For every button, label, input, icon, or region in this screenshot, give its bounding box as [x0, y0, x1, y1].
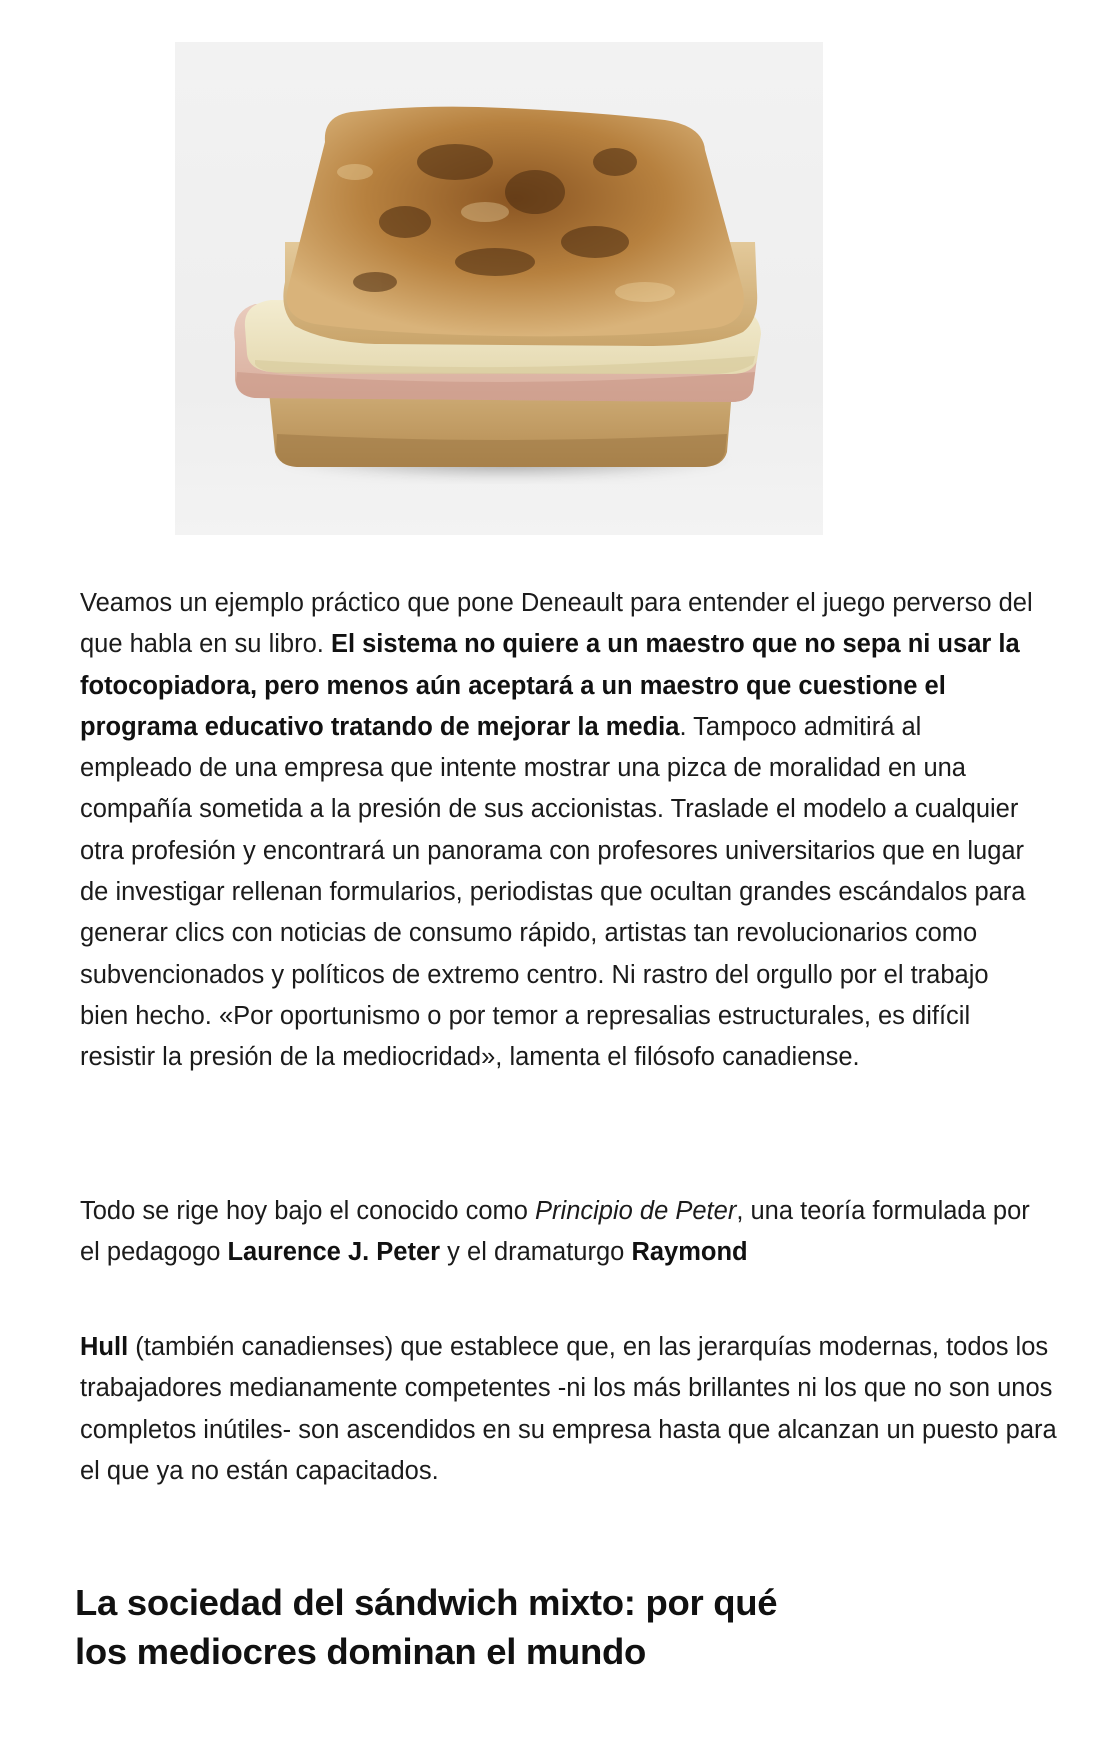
- paragraph-text: , una teoría formulada por el pedagogo: [80, 1197, 1030, 1267]
- paragraph-deneault-example: [80, 583, 1040, 1079]
- paragraph-peter-principle: [80, 1191, 1040, 1274]
- paragraph-hull: [80, 1327, 1060, 1492]
- paragraph-text: Todo se rige hoy bajo el conocido como: [80, 1197, 536, 1225]
- paragraph-text: y el dramaturgo: [440, 1238, 632, 1267]
- paragraph-text: Veamos un ejemplo práctico que pone Deneault para entender el juego perverso del que habla en su libro.: [80, 589, 1033, 659]
- toasted-ham-cheese-sandwich-photo: [175, 42, 823, 535]
- author-name-raymond: Raymond: [631, 1238, 748, 1267]
- section-subheading: La sociedad del sándwich mixto: por qué los mediocres dominan el mundo: [75, 1582, 778, 1672]
- paragraph-italic-text: Principio de Peter: [535, 1197, 737, 1225]
- paragraph-bold-text: El sistema no quiere a un maestro que no sepa ni usar la fotocopiadora, pero menos aún aceptará a un maestro que cuestione el programa educativo tratando de mejorar la media: [80, 630, 1020, 741]
- author-name-laurence-peter: Laurence J. Peter: [227, 1238, 441, 1267]
- paragraph-text: . Tampoco admitirá al empleado de una empresa que intente mostrar una pizca de moralidad en una compañía sometida a la presión de sus accionistas. Traslade el modelo a cualquier otra profesión y encontrará un panorama con profesores universitarios que en lugar de investigar rellenan formularios, periodistas que ocultan grandes escándalos para generar clics con noticias de consumo rápido, artistas tan revolucionarios como subvencionados y políticos de extremo centro. Ni rastro del orgullo por el trabajo bien hecho. «Por oportunismo o por temor a represalias estructurales, es difícil resistir la presión de la mediocridad», lamenta el filósofo canadiense.: [80, 712, 1026, 1072]
- paragraph-text: (también canadienses) que establece que, en las jerarquías modernas, todos los trabajadores medianamente competentes -ni los más brillantes ni los que no son unos completos inútiles- son ascendidos en su empresa hasta que alcanzan un puesto para el que ya no están capacitados.: [80, 1333, 1057, 1485]
- author-name-hull: Hull: [80, 1333, 129, 1361]
- article-figure: [175, 42, 823, 535]
